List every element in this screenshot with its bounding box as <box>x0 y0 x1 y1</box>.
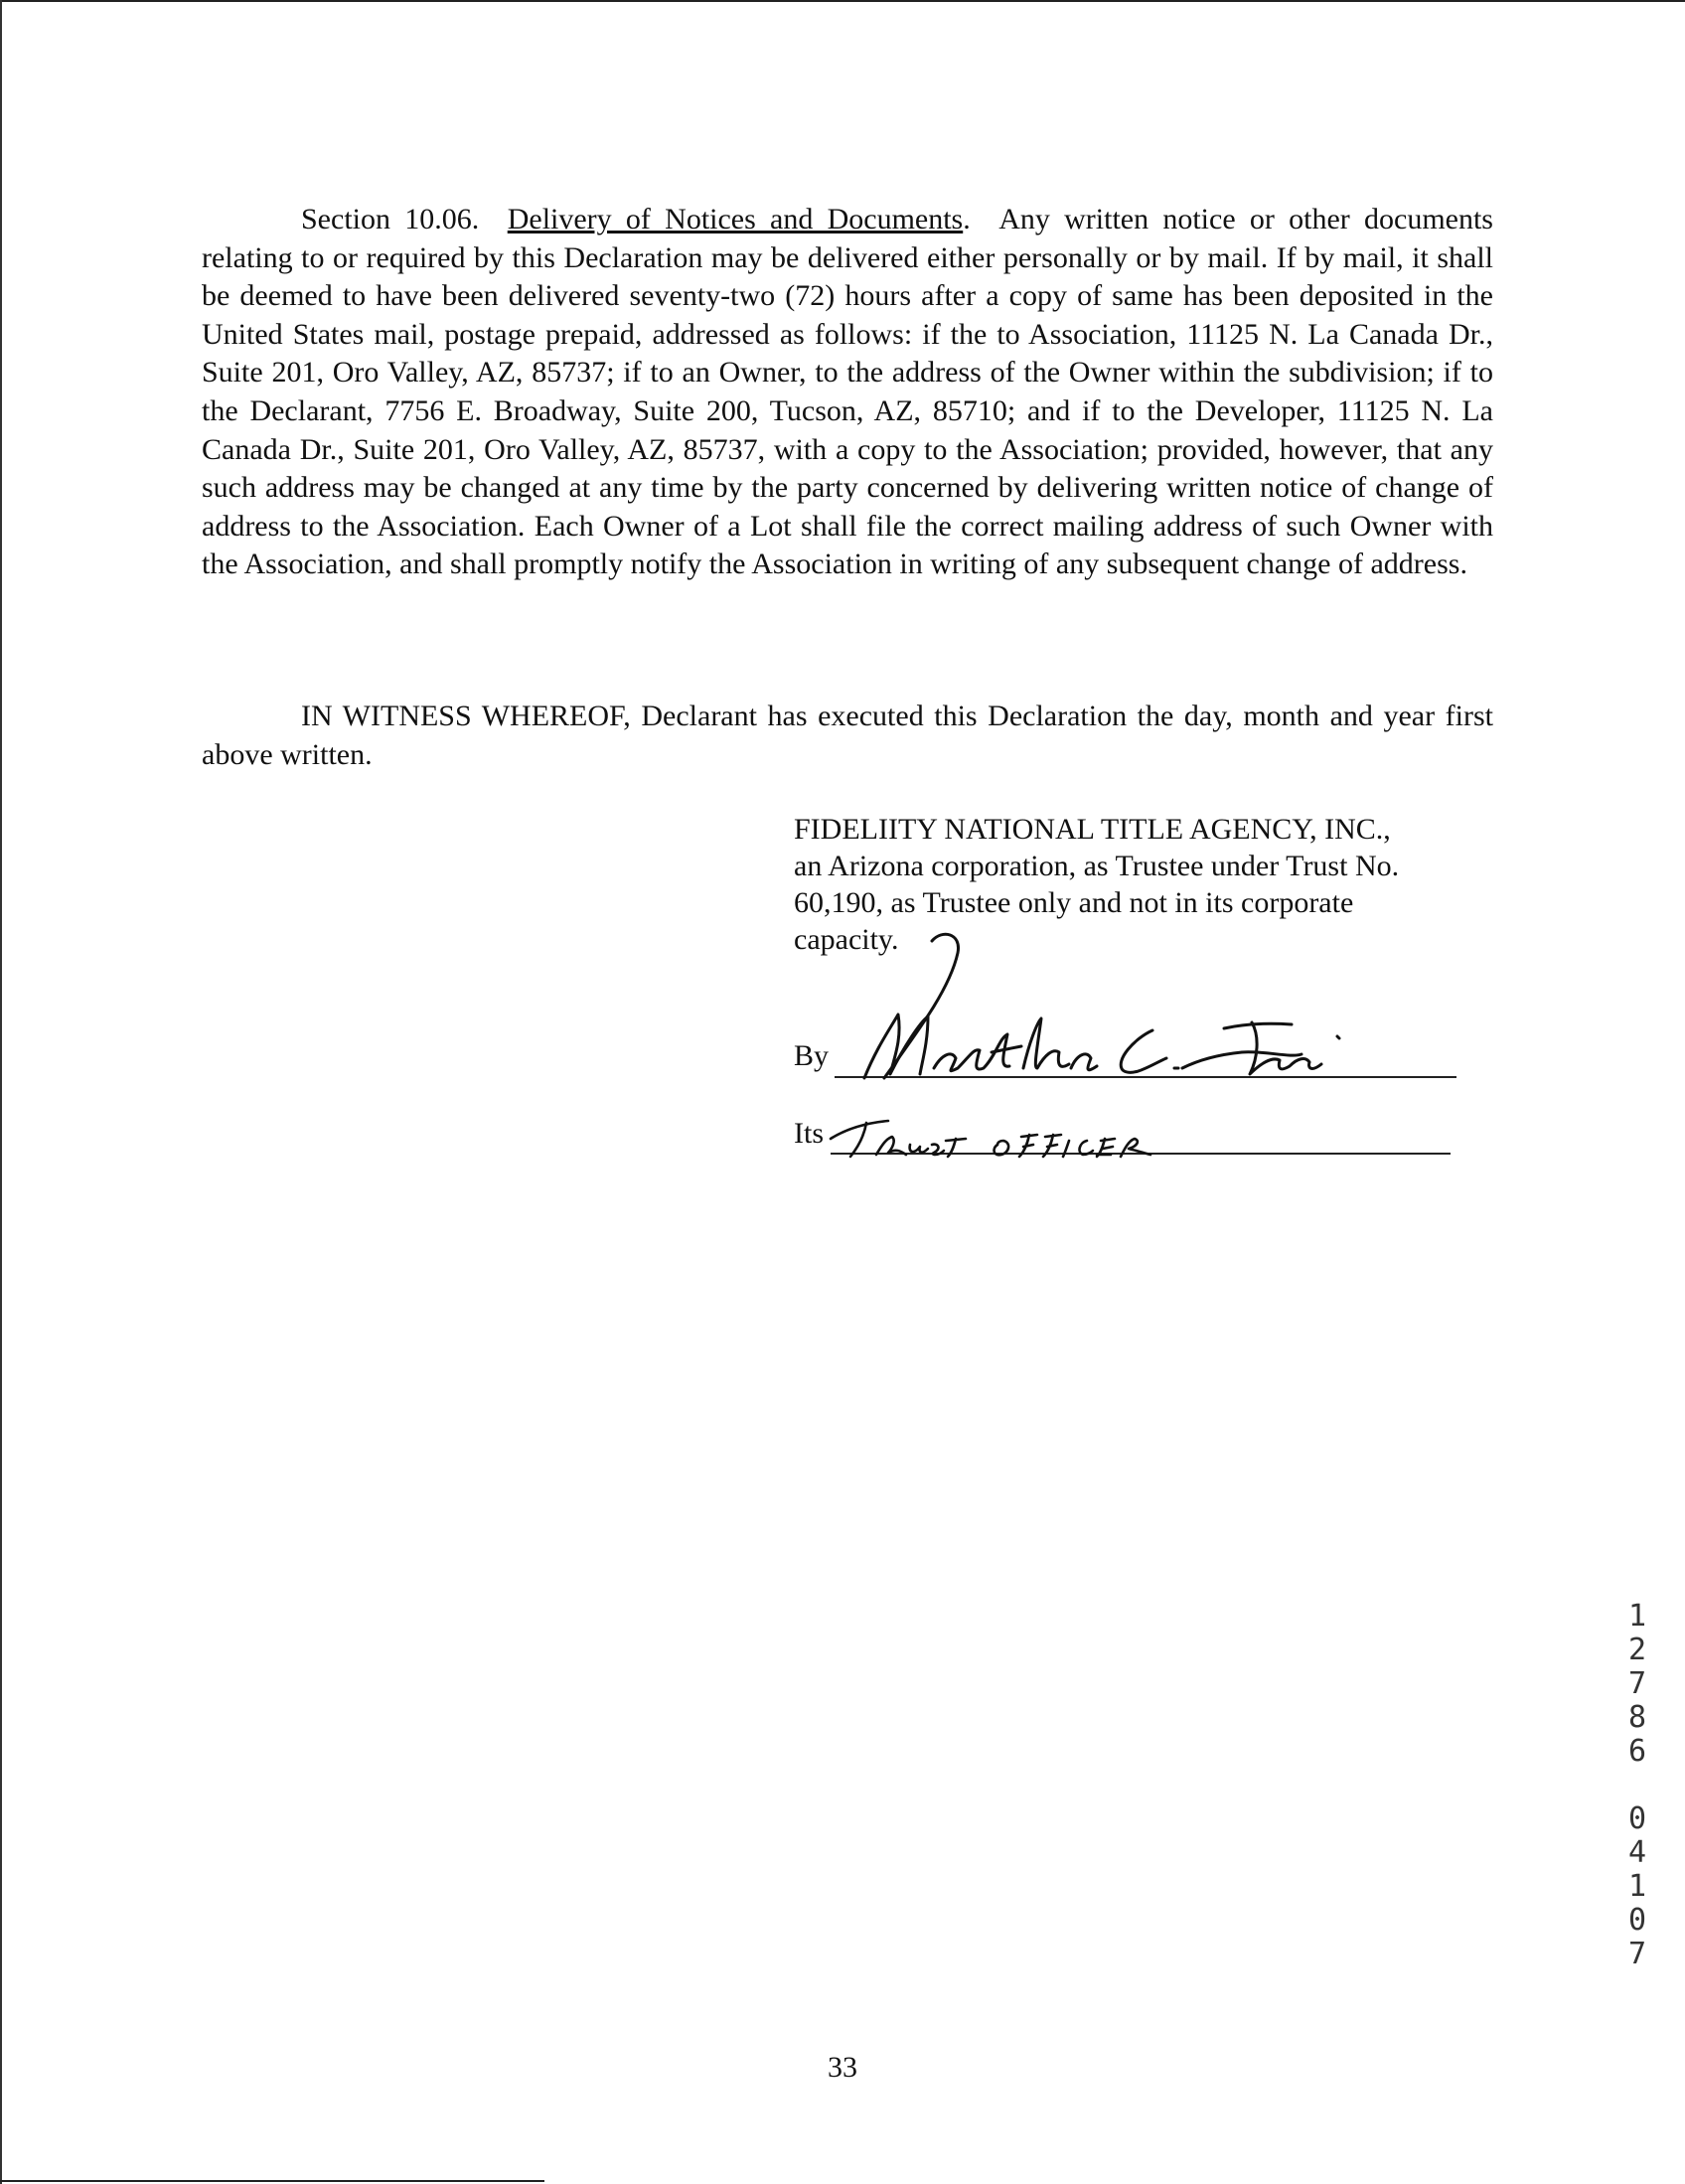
stamp-digit: 6 <box>1627 1734 1647 1769</box>
stamp-digit: 7 <box>1627 1937 1647 1971</box>
section-number: Section 10.06. <box>301 203 480 235</box>
stamp-gap <box>1617 1769 1657 1802</box>
handwritten-title <box>827 1115 1154 1161</box>
scan-edge-left <box>0 0 2 2184</box>
section-heading: Delivery of Notices and Documents <box>507 203 964 235</box>
handwritten-signature <box>825 919 1381 1093</box>
stamp-digit: 1 <box>1627 1869 1647 1904</box>
signatory-line-3: 60,190, as Trustee only and not in its corporate <box>794 886 1354 919</box>
signatory-line-2: an Arizona corporation, as Trustee under Trust No. <box>794 850 1400 882</box>
section-body: Any written notice or other documents relating to or required by this Declaration may be delivered either personally or by mail. If by mail, it shall be deemed to have been delivered seventy-two (72) hours after a copy of same has been deposited in the United States mail, postage prepaid, addressed as follows: if the to Association, 11125 N. La Canada Dr., Suite 201, Oro Valley, AZ, 85737; if to an Owner, to the address of the Owner within the subdivision; if to the Declarant, 7756 E. Broadway, Suite 200, Tucson, AZ, 85710; and if to the Developer, 11125 N. La Canada Dr., Suite 201, Oro Valley, AZ, 85737, with a copy to the Association; provided, however, that any such address may be changed at any time by the party concerned by delivering written notice of change of address to the Association. Each Owner of a Lot shall file the correct mailing address of such Owner with the Association, and shall promptly notify the Association in writing of any subsequent change of address. <box>202 203 1493 581</box>
stamp-digit: 1 <box>1627 1599 1647 1634</box>
witness-paragraph: IN WITNESS WHEREOF, Declarant has executed this Declaration the day, month and year first above written. <box>202 700 1493 771</box>
its-label: Its <box>794 1117 824 1150</box>
stamp-digit: 8 <box>1627 1700 1647 1735</box>
recording-stamp <box>1617 1600 1657 1971</box>
section-heading-period: . <box>963 203 971 235</box>
section-paragraph <box>202 201 1493 584</box>
scan-edge-top <box>0 0 1685 2</box>
stamp-digit: 4 <box>1627 1835 1647 1870</box>
scan-edge-bottom <box>0 2180 544 2182</box>
signatory-line-4: capacity. <box>794 923 899 956</box>
signatory-line-1: FIDELIITY NATIONAL TITLE AGENCY, INC., <box>794 813 1391 846</box>
stamp-digit: 0 <box>1627 1801 1647 1836</box>
page-number: 33 <box>828 2051 857 2084</box>
stamp-digit: 7 <box>1627 1666 1647 1701</box>
stamp-digit: 2 <box>1627 1633 1647 1667</box>
stamp-digit: 0 <box>1627 1903 1647 1938</box>
by-label: By <box>794 1039 830 1072</box>
